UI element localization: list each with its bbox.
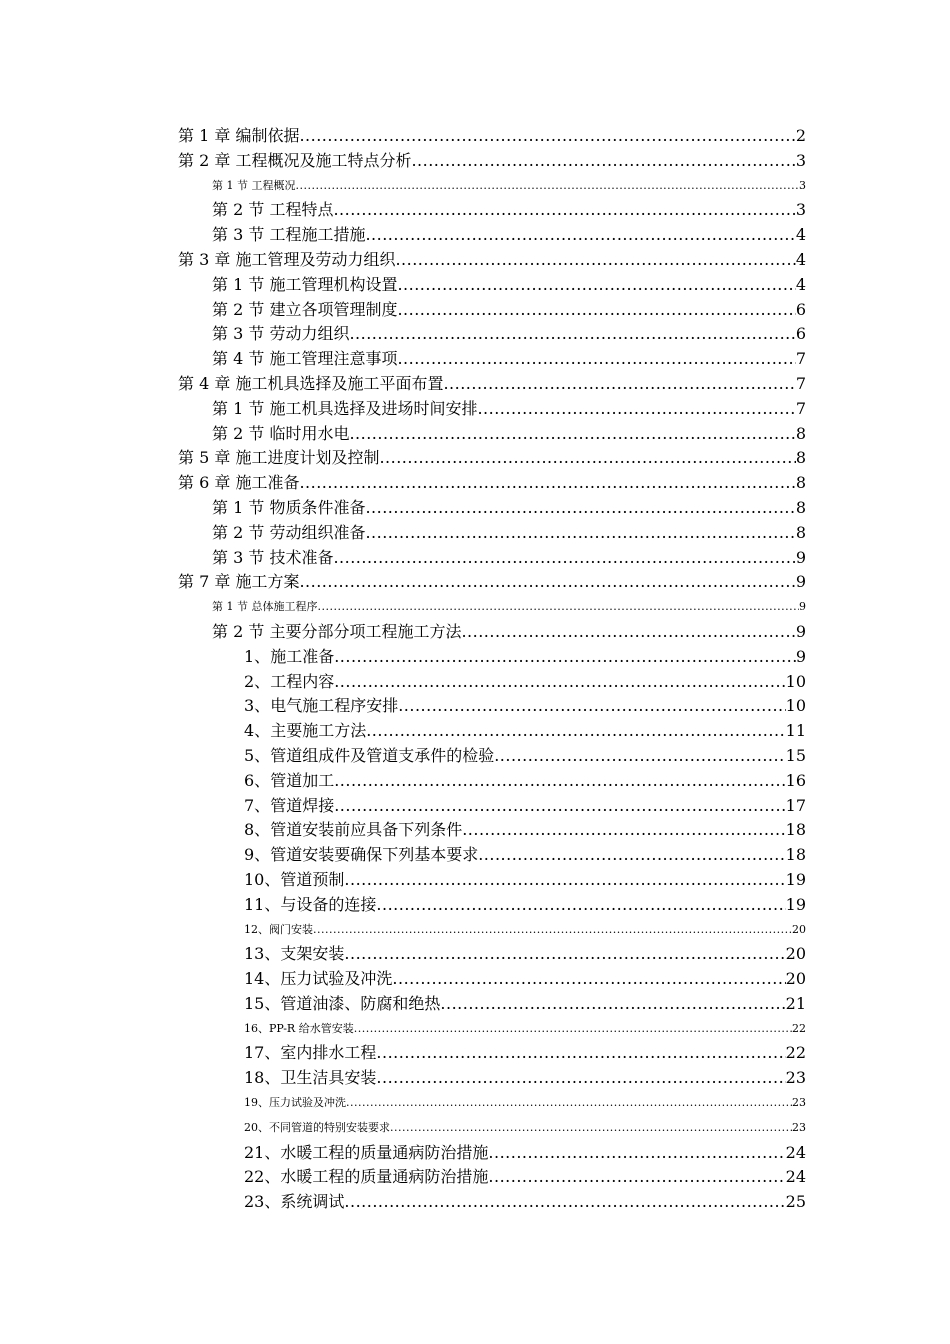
toc-entry[interactable] [178,521,806,546]
toc-entry-number: 3、 [244,696,271,716]
dot-leader [365,521,795,546]
toc-entry[interactable] [178,347,806,372]
toc-entry-title: 管道安装要确保下列基本要求 [270,845,479,865]
toc-entry-number: 4、 [244,721,271,741]
dot-leader [365,223,795,248]
toc-entry-number: 9、 [244,845,271,865]
toc-entry-title: 工程内容 [270,671,335,691]
toc-entry-title: 第 7 章 施工方案 [178,572,300,592]
toc-entry-page-number: 3 [799,178,806,192]
dot-leader [299,471,795,496]
toc-entry[interactable] [178,1141,806,1166]
toc-entry-number: 12、 [244,922,269,936]
toc-entry[interactable] [178,248,806,273]
toc-entry[interactable] [178,769,806,794]
toc-entry-page-number: 9 [795,572,806,592]
toc-entry[interactable] [178,794,806,819]
toc-entry-number: 21、 [244,1142,281,1162]
toc-entry-number: 16、 [244,1021,269,1035]
toc-entry-number: 8、 [244,820,271,840]
toc-entry-number: 19、 [244,1096,269,1110]
toc-entry-title: 管道组成件及管道支承件的检验 [270,745,495,765]
dot-leader [395,248,795,273]
toc-entry[interactable] [178,694,806,719]
toc-entry-page-number: 18 [785,845,806,865]
toc-entry-title: 第 2 节 主要分部分项工程施工方法 [212,621,462,641]
toc-entry-number: 20、 [244,1120,269,1134]
toc-entry-title: 第 2 章 工程概况及施工特点分析 [178,150,412,170]
dot-leader [299,124,795,149]
toc-entry-page-number: 3 [795,200,806,220]
dot-leader [334,769,785,794]
dot-leader [344,1190,785,1215]
toc-entry-page-number: 24 [785,1142,806,1162]
toc-entry-page-number: 21 [785,993,806,1013]
toc-entry-page-number: 8 [795,473,806,493]
toc-entry-page-number: 6 [795,299,806,319]
dot-leader [376,1066,785,1091]
dot-leader [462,818,785,843]
toc-entry-page-number: 9 [795,621,806,641]
toc-entry[interactable] [178,893,806,918]
toc-entry-page-number: 4 [795,249,806,269]
toc-entry[interactable] [178,397,806,422]
toc-entry-title: 压力试验及冲洗 [280,969,393,989]
dot-leader [411,149,795,174]
dot-leader [392,967,785,992]
toc-entry[interactable] [178,818,806,843]
toc-entry-page-number: 10 [785,696,806,716]
toc-entry-title: 第 3 章 施工管理及劳动力组织 [178,249,396,269]
toc-entry-page-number: 7 [795,349,806,369]
toc-entry-page-number: 4 [795,274,806,294]
toc-entry[interactable] [178,1041,806,1066]
toc-entry-page-number: 19 [785,894,806,914]
toc-entry-title: 管道安装前应具备下列条件 [270,820,463,840]
toc-entry-title: 第 1 章 编制依据 [178,126,300,145]
dot-leader [398,694,785,719]
dot-leader [365,496,795,521]
dot-leader [376,1041,785,1066]
toc-entry-page-number: 4 [795,225,806,245]
toc-entry[interactable] [178,967,806,992]
toc-entry-title: 卫生洁具安装 [280,1068,377,1088]
toc-entry-page-number: 22 [785,1043,806,1063]
toc-entry[interactable] [178,620,806,645]
toc-entry-title: 第 4 章 施工机具选择及施工平面布置 [178,373,444,393]
dot-leader [461,620,795,645]
toc-entry[interactable] [178,496,806,521]
toc-entry-title: 第 6 章 施工准备 [178,473,300,493]
toc-entry[interactable] [178,471,806,496]
dot-leader [349,422,795,447]
toc-entry-page-number: 11 [785,721,806,741]
toc-entry-title: 第 3 节 劳动力组织 [212,324,350,344]
toc-entry[interactable] [178,1116,806,1141]
toc-entry-title: 系统调试 [280,1192,345,1212]
toc-entry-title: 第 1 节 施工管理机构设置 [212,274,398,294]
dot-leader [478,843,785,868]
dot-leader [397,273,795,298]
toc-entry-number: 18、 [244,1068,281,1088]
toc-entry[interactable] [178,1190,806,1215]
dot-leader [333,198,795,223]
dot-leader [346,1091,792,1116]
toc-entry[interactable] [178,1091,806,1116]
toc-entry[interactable] [178,918,806,943]
toc-entry-page-number: 23 [785,1068,806,1088]
toc-entry-number: 22、 [244,1167,281,1187]
toc-entry-number: 15、 [244,993,281,1013]
toc-entry-title: 第 2 节 劳动组织准备 [212,522,366,542]
toc-entry[interactable] [178,198,806,223]
toc-entry[interactable] [178,174,806,199]
toc-entry-page-number: 20 [792,922,806,936]
dot-leader [318,595,800,620]
toc-entry[interactable] [178,942,806,967]
toc-entry[interactable] [178,645,806,670]
toc-entry-title: 支架安装 [280,944,345,964]
toc-entry-page-number: 22 [792,1021,806,1035]
toc-entry-title: 第 3 节 工程施工措施 [212,225,366,245]
toc-entry-page-number: 8 [795,448,806,468]
toc-entry-page-number: 16 [785,770,806,790]
dot-leader [334,645,796,670]
toc-entry-title: 主要施工方法 [270,721,367,741]
toc-entry-title: 不同管道的特别安装要求 [269,1120,390,1134]
toc-entry-title: 第 2 节 工程特点 [212,200,334,220]
toc-entry-page-number: 23 [792,1096,806,1110]
toc-entry-title: 第 2 节 临时用水电 [212,423,350,443]
toc-entry-page-number: 6 [795,324,806,344]
dot-leader [299,570,795,595]
toc-entry-number: 7、 [244,795,271,815]
table-of-contents [178,124,806,1215]
toc-entry-page-number: 3 [795,150,806,170]
toc-entry-title: 管道加工 [270,770,335,790]
toc-entry-number: 23、 [244,1192,281,1212]
toc-entry[interactable] [178,1017,806,1042]
toc-entry-title: 压力试验及冲洗 [269,1096,346,1110]
toc-entry-title: 管道焊接 [270,795,335,815]
toc-entry-page-number: 9 [799,600,806,614]
toc-entry-title: 水暖工程的质量通病防治措施 [280,1167,489,1187]
toc-entry-page-number: 9 [795,646,806,666]
toc-entry-title: 管道油漆、防腐和绝热 [280,993,441,1013]
toc-entry[interactable] [178,719,806,744]
toc-entry-number: 5、 [244,745,271,765]
dot-leader [390,1116,792,1141]
toc-entry-page-number: 7 [795,373,806,393]
dot-leader [354,1017,792,1042]
dot-leader [440,992,785,1017]
toc-entry[interactable] [178,868,806,893]
toc-entry-title: 第 2 节 建立各项管理制度 [212,299,398,319]
dot-leader [334,794,785,819]
toc-entry-page-number: 20 [785,969,806,989]
toc-entry-page-number: 15 [785,745,806,765]
dot-leader [477,397,795,422]
dot-leader [488,1165,785,1190]
toc-entry-title: 第 1 节 总体施工程序 [212,600,318,614]
dot-leader [349,322,795,347]
toc-entry-title: PP-R 给水管安装 [269,1021,354,1035]
toc-entry-number: 17、 [244,1043,281,1063]
dot-leader [344,868,785,893]
toc-entry-page-number: 9 [795,547,806,567]
toc-entry[interactable] [178,446,806,471]
dot-leader [379,446,795,471]
toc-entry-number: 14、 [244,969,281,989]
dot-leader [334,670,785,695]
toc-entry-title: 水暖工程的质量通病防治措施 [280,1142,489,1162]
toc-entry-page-number: 18 [785,820,806,840]
dot-leader [376,893,785,918]
toc-entry-number: 11、 [244,894,281,914]
toc-entry[interactable] [178,298,806,323]
toc-entry-title: 施工准备 [270,646,335,666]
dot-leader [344,942,785,967]
toc-entry[interactable] [178,843,806,868]
toc-entry-page-number: 8 [795,522,806,542]
dot-leader [494,744,785,769]
toc-entry[interactable] [178,422,806,447]
dot-leader [313,918,792,943]
toc-entry[interactable] [178,149,806,174]
dot-leader [488,1141,785,1166]
dot-leader [397,347,795,372]
toc-entry-number: 10、 [244,869,281,889]
toc-entry[interactable] [178,992,806,1017]
toc-entry-title: 与设备的连接 [280,894,377,914]
toc-entry[interactable] [178,744,806,769]
toc-entry-number: 6、 [244,770,271,790]
toc-entry-title: 第 1 节 工程概况 [212,178,296,192]
toc-entry[interactable] [178,124,806,149]
toc-entry[interactable] [178,546,806,571]
dot-leader [397,298,795,323]
toc-entry[interactable] [178,223,806,248]
toc-entry[interactable] [178,670,806,695]
toc-entry-title: 阀门安装 [269,922,313,936]
toc-entry-title: 第 4 节 施工管理注意事项 [212,349,398,369]
toc-entry[interactable] [178,273,806,298]
toc-entry-title: 管道预制 [280,869,345,889]
toc-entry-title: 第 1 节 物质条件准备 [212,497,366,517]
toc-entry-page-number: 17 [785,795,806,815]
toc-entry-title: 电气施工程序安排 [270,696,399,716]
toc-entry-title: 第 5 章 施工进度计划及控制 [178,448,380,468]
toc-entry-title: 室内排水工程 [280,1043,377,1063]
toc-entry-page-number: 8 [795,423,806,443]
toc-entry[interactable] [178,1066,806,1091]
toc-entry[interactable] [178,595,806,620]
toc-entry-page-number: 25 [785,1192,806,1212]
toc-entry-page-number: 7 [795,398,806,418]
toc-entry[interactable] [178,1165,806,1190]
toc-entry-page-number: 23 [792,1120,806,1134]
toc-entry[interactable] [178,322,806,347]
toc-entry-page-number: 19 [785,869,806,889]
dot-leader [333,546,795,571]
toc-entry-title: 第 1 节 施工机具选择及进场时间安排 [212,398,478,418]
toc-entry-page-number: 2 [795,126,806,145]
toc-entry-page-number: 20 [785,944,806,964]
toc-entry-page-number: 8 [795,497,806,517]
dot-leader [296,174,800,199]
toc-entry[interactable] [178,570,806,595]
dot-leader [443,372,795,397]
toc-entry[interactable] [178,372,806,397]
toc-entry-number: 1、 [244,646,271,666]
toc-entry-page-number: 24 [785,1167,806,1187]
toc-entry-title: 第 3 节 技术准备 [212,547,334,567]
toc-entry-number: 2、 [244,671,271,691]
dot-leader [366,719,785,744]
toc-entry-page-number: 10 [785,671,806,691]
toc-entry-number: 13、 [244,944,281,964]
